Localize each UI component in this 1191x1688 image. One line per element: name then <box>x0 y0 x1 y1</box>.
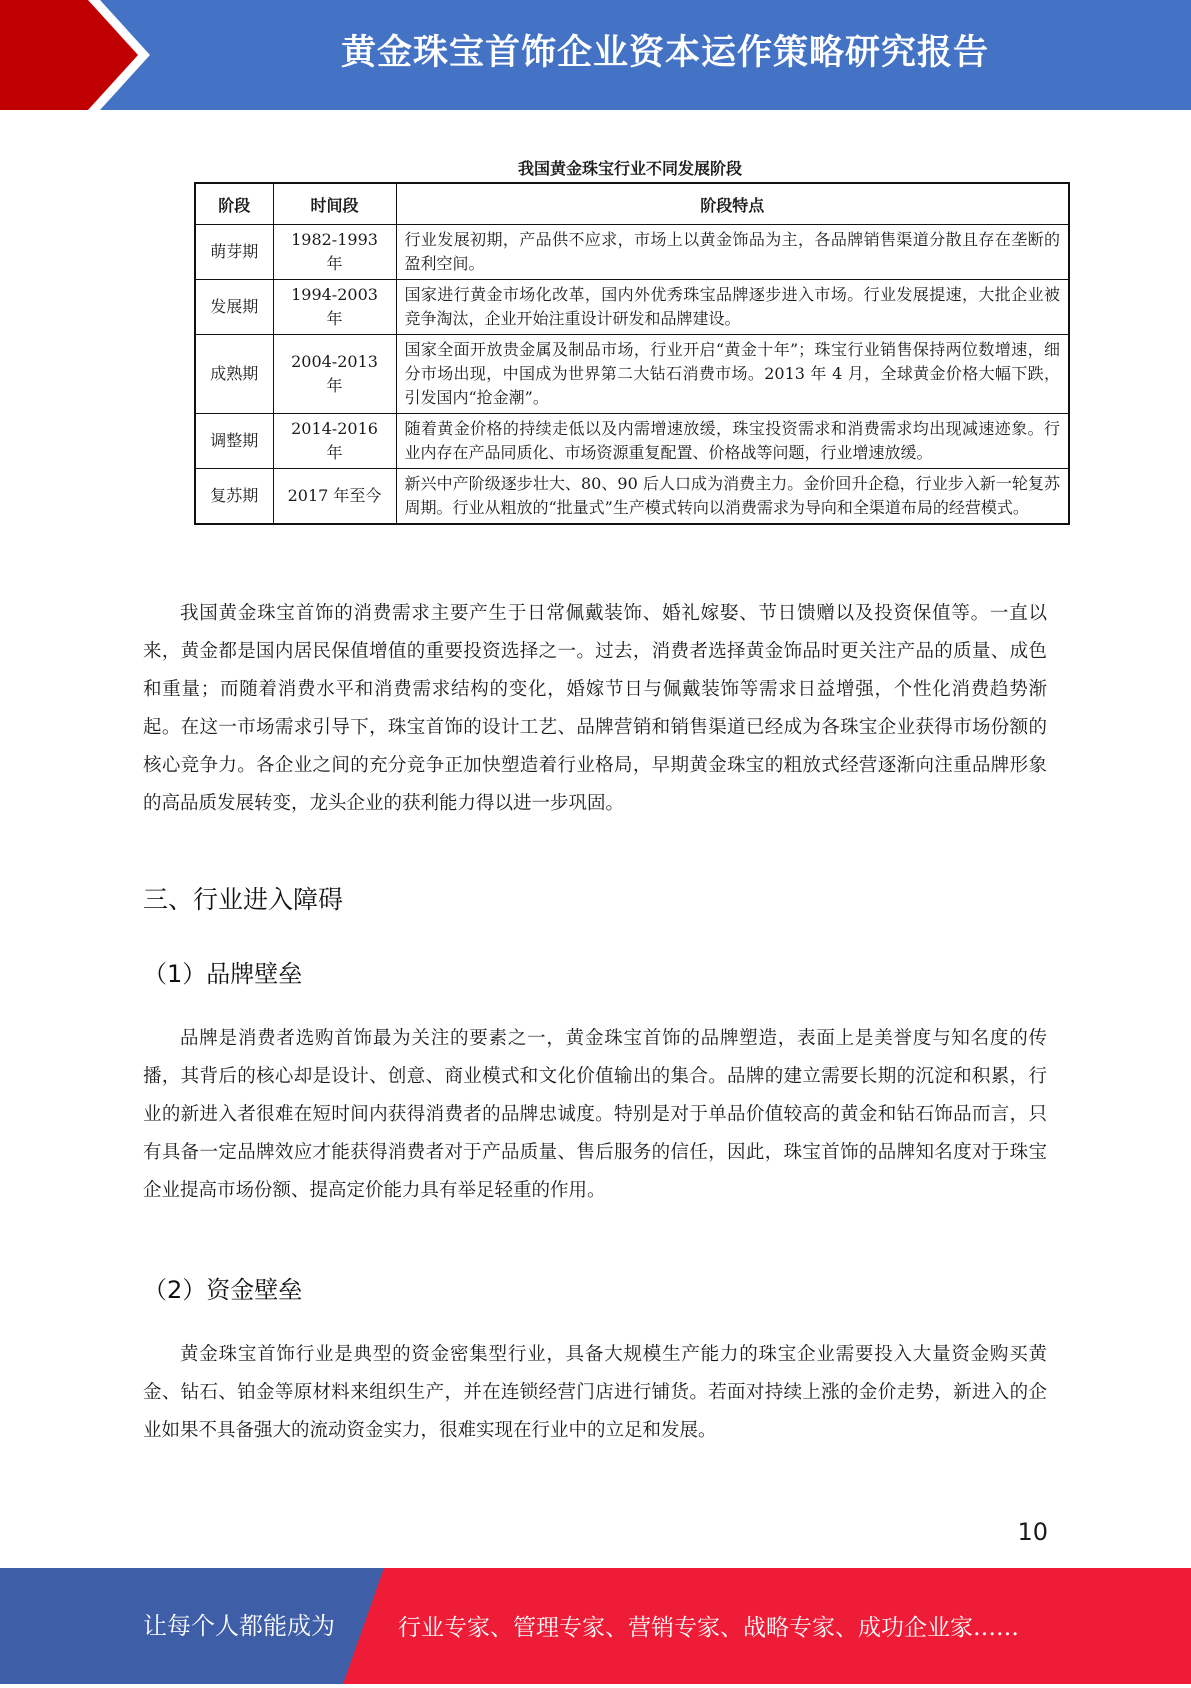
cell-feature: 新兴中产阶级逐步壮大、80、90 后人口成为消费主力。金价回升企稳，行业步入新一轮复苏周期。行业从粗放的“批量式”生产模式转向以消费需求为导向和全渠道布局的经营模式。 <box>396 469 1069 525</box>
consumption-demand-paragraph: 我国黄金珠宝首饰的消费需求主要产生于日常佩戴装饰、婚礼嫁娶、节日馈赠以及投资保值等。一直以来，黄金都是国内居民保值增值的重要投资选择之一。过去，消费者选择黄金饰品时更关注产品的质量、成色和重量；而随着消费水平和消费需求结构的变化，婚嫁节日与佩戴装饰等需求日益增强，个性化消费趋势渐起。在这一市场需求引导下，珠宝首饰的设计工艺、品牌营销和销售渠道已经成为各珠宝企业获得市场份额的核心竞争力。各企业之间的充分竞争正加快塑造着行业格局，早期黄金珠宝的粗放式经营逐渐向注重品牌形象的高品质发展转变，龙头企业的获利能力得以进一步巩固。 <box>143 603 1047 814</box>
cell-period: 2017 年至今 <box>273 469 396 525</box>
cell-stage: 成熟期 <box>195 335 273 414</box>
column-header-feature: 阶段特点 <box>396 183 1069 225</box>
cell-feature: 随着黄金价格的持续走低以及内需增速放缓，珠宝投资需求和消费需求均出现减速迹象。行业内存在产品同质化、市场资源重复配置、价格战等问题，行业增速放缓。 <box>396 414 1069 469</box>
table-row <box>195 335 1069 414</box>
table-row <box>195 225 1069 280</box>
table-row <box>195 280 1069 335</box>
cell-stage: 萌芽期 <box>195 225 273 280</box>
cell-period: 2004-2013 年 <box>273 335 396 414</box>
table-header-row <box>195 183 1069 225</box>
cell-period: 2014-2016 年 <box>273 414 396 469</box>
header-red-chevron <box>0 0 150 110</box>
table-row <box>195 469 1069 525</box>
table-caption: 我国黄金珠宝行业不同发展阶段 <box>517 159 742 178</box>
cell-period: 1994-2003 年 <box>273 280 396 335</box>
subsection-heading-brand: （1）品牌壁垒 <box>143 960 303 988</box>
page-number: 10 <box>1017 1518 1048 1546</box>
section-heading: 三、行业进入障碍 <box>143 885 344 914</box>
cell-feature: 国家进行黄金市场化改革，国内外优秀珠宝品牌逐步进入市场。行业发展提速，大批企业被竞争淘汰，企业开始注重设计研发和品牌建设。 <box>396 280 1069 335</box>
footer-slogan-left: 让每个人都能成为 <box>143 1612 335 1640</box>
footer-slogan-right: 行业专家、管理专家、营销专家、战略专家、成功企业家…… <box>398 1615 1019 1641</box>
cell-period: 1982-1993 年 <box>273 225 396 280</box>
cell-feature: 行业发展初期，产品供不应求，市场上以黄金饰品为主，各品牌销售渠道分散且存在垄断的盈利空间。 <box>396 225 1069 280</box>
brand-barrier-paragraph: 品牌是消费者选购首饰最为关注的要素之一，黄金珠宝首饰的品牌塑造，表面上是美誉度与知名度的传播，其背后的核心却是设计、创意、商业模式和文化价值输出的集合。品牌的建立需要长期的沉淀和积累，行业的新进入者很难在短时间内获得消费者的品牌忠诚度。特别是对于单品价值较高的黄金和钻石饰品而言，只有具备一定品牌效应才能获得消费者对于产品质量、售后服务的信任，因此，珠宝首饰的品牌知名度对于珠宝企业提高市场份额、提高定价能力具有举足轻重的作用。 <box>143 1028 1047 1201</box>
table-row <box>195 414 1069 469</box>
page-footer <box>0 1568 1191 1684</box>
subsection-heading-capital: （2）资金壁垒 <box>143 1276 303 1304</box>
cell-stage: 发展期 <box>195 280 273 335</box>
column-header-period: 时间段 <box>273 183 396 225</box>
cell-stage: 复苏期 <box>195 469 273 525</box>
development-stages-table <box>194 182 1070 525</box>
page-header <box>0 0 1191 110</box>
cell-stage: 调整期 <box>195 414 273 469</box>
column-header-stage: 阶段 <box>195 183 273 225</box>
report-title: 黄金珠宝首饰企业资本运作策略研究报告 <box>340 33 989 73</box>
cell-feature: 国家全面开放贵金属及制品市场，行业开启“黄金十年”；珠宝行业销售保持两位数增速，细分市场出现，中国成为世界第二大钻石消费市场。2013 年 4 月，全球黄金价格大幅下跌，引发国内“抢金潮”。 <box>396 335 1069 414</box>
capital-barrier-paragraph: 黄金珠宝首饰行业是典型的资金密集型行业，具备大规模生产能力的珠宝企业需要投入大量资金购买黄金、钻石、铂金等原材料来组织生产，并在连锁经营门店进行铺货。若面对持续上涨的金价走势，新进入的企业如果不具备强大的流动资金实力，很难实现在行业中的立足和发展。 <box>143 1344 1047 1441</box>
